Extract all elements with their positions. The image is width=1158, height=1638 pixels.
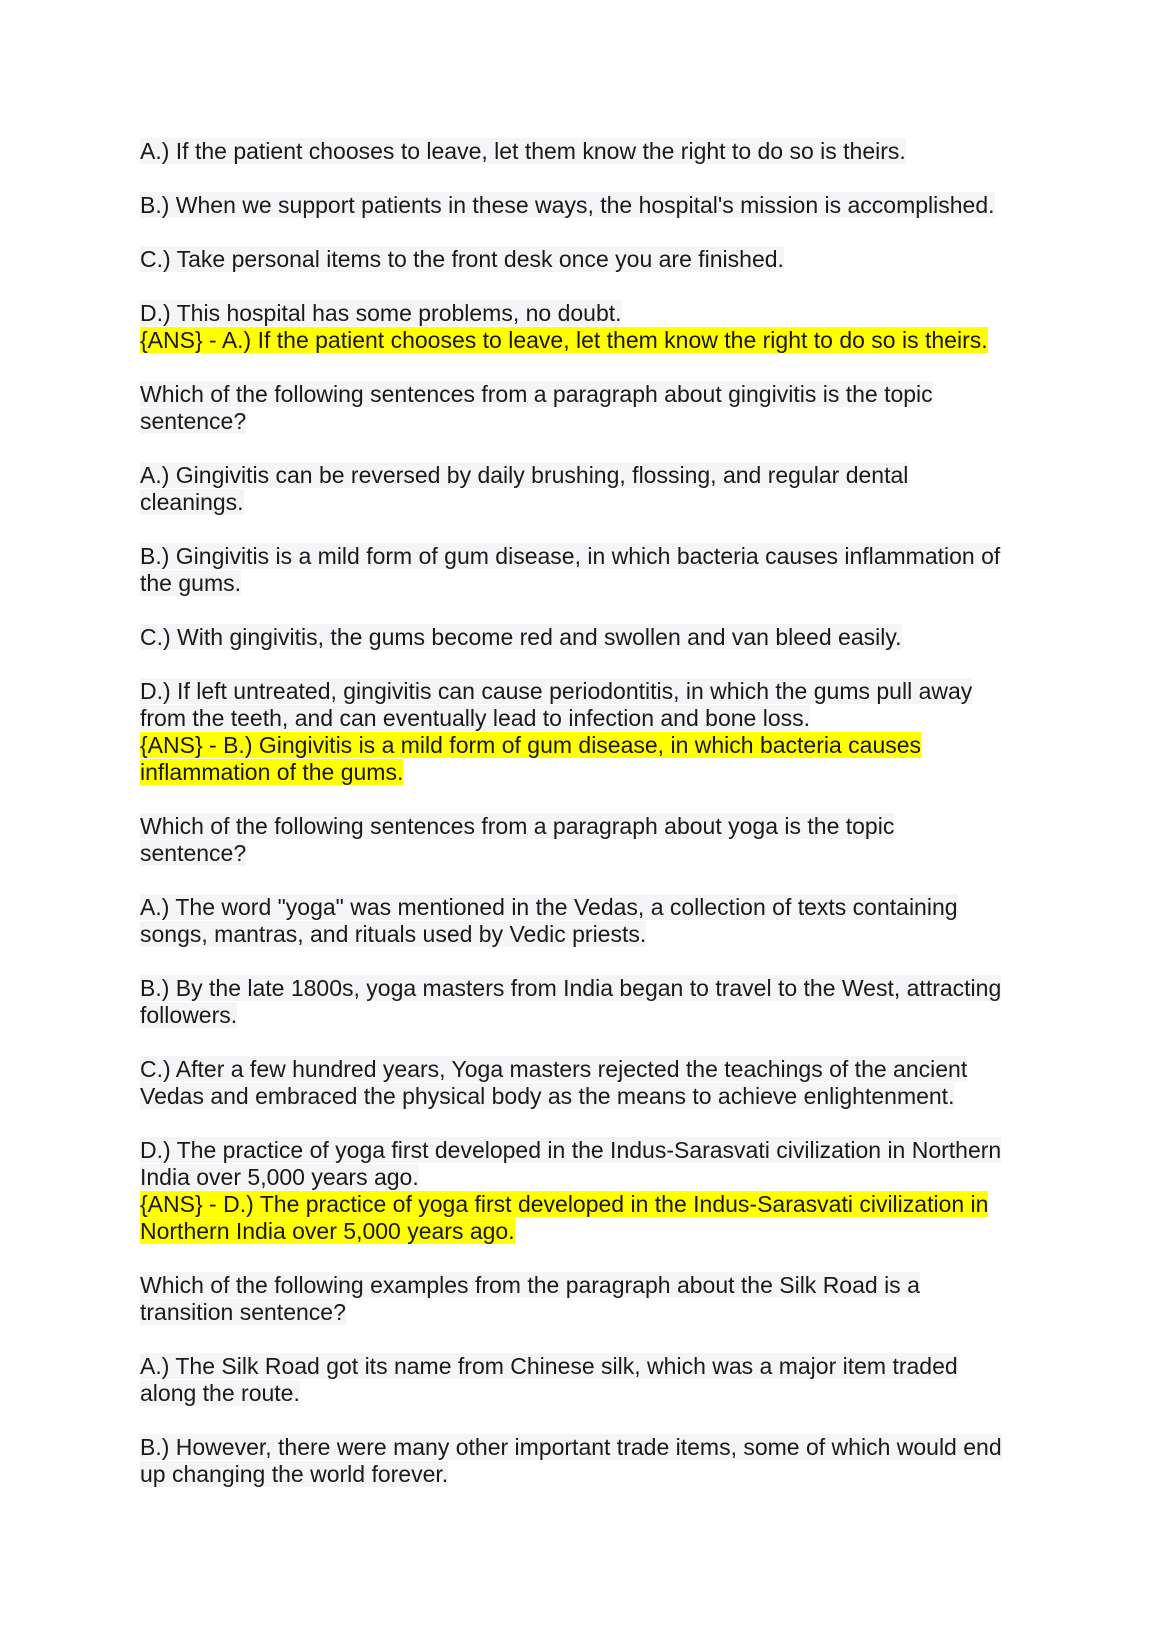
text-line-content: A.) Gingivitis can be reversed by daily brushing, flossing, and regular dental <box>140 462 909 488</box>
text-line-content: transition sentence? <box>140 1299 346 1325</box>
text-line <box>140 1434 1040 1461</box>
text-line-content: A.) The Silk Road got its name from Chinese silk, which was a major item traded <box>140 1353 958 1379</box>
text-line <box>140 570 1040 597</box>
text-line <box>140 840 1040 867</box>
text-line <box>140 489 1040 516</box>
answer-option <box>140 543 1040 597</box>
answer-option <box>140 1434 1040 1488</box>
text-line-content: D.) If left untreated, gingivitis can cause periodontitis, in which the gums pull away <box>140 678 973 704</box>
text-line <box>140 327 1040 354</box>
answer-option <box>140 300 1040 327</box>
answer-option <box>140 894 1040 948</box>
text-line-content: followers. <box>140 1002 238 1028</box>
text-line <box>140 1191 1040 1218</box>
text-line <box>140 138 1040 165</box>
text-line-content: B.) However, there were many other important trade items, some of which would end <box>140 1434 1002 1460</box>
text-line-content: C.) With gingivitis, the gums become red and swollen and van bleed easily. <box>140 624 902 650</box>
text-line <box>140 192 1040 219</box>
text-line <box>140 624 1040 651</box>
text-line <box>140 1353 1040 1380</box>
text-line-content: along the route. <box>140 1380 300 1406</box>
answer-option <box>140 678 1040 732</box>
answer-option <box>140 975 1040 1029</box>
text-line <box>140 543 1040 570</box>
text-line-content: up changing the world forever. <box>140 1461 449 1487</box>
text-line-content: the gums. <box>140 570 241 596</box>
text-line-content: A.) The word "yoga" was mentioned in the Vedas, a collection of texts containing <box>140 894 958 920</box>
text-line-content: D.) This hospital has some problems, no doubt. <box>140 300 622 326</box>
document-page <box>140 138 1040 1488</box>
answer-key <box>140 327 1040 354</box>
text-line <box>140 813 1040 840</box>
text-line <box>140 1137 1040 1164</box>
answer-option <box>140 462 1040 516</box>
answer-option <box>140 138 1040 165</box>
text-line <box>140 1002 1040 1029</box>
text-line <box>140 1083 1040 1110</box>
text-line-content: inflammation of the gums. <box>140 759 404 785</box>
text-line <box>140 921 1040 948</box>
text-line-content: Which of the following examples from the paragraph about the Silk Road is a <box>140 1272 920 1298</box>
text-line <box>140 732 1040 759</box>
text-line <box>140 759 1040 786</box>
text-line-content: {ANS} - D.) The practice of yoga first developed in the Indus-Sarasvati civilization in <box>140 1191 989 1217</box>
text-line <box>140 1380 1040 1407</box>
text-line-content: Northern India over 5,000 years ago. <box>140 1218 515 1244</box>
text-line <box>140 1299 1040 1326</box>
text-line <box>140 975 1040 1002</box>
answer-option <box>140 624 1040 651</box>
text-line <box>140 1218 1040 1245</box>
text-line <box>140 462 1040 489</box>
text-line-content: B.) When we support patients in these ways, the hospital's mission is accomplished. <box>140 192 995 218</box>
text-line-content: C.) Take personal items to the front desk once you are finished. <box>140 246 784 272</box>
answer-option <box>140 1056 1040 1110</box>
answer-option <box>140 192 1040 219</box>
text-line <box>140 678 1040 705</box>
answer-option <box>140 1353 1040 1407</box>
question-text <box>140 381 1040 435</box>
text-line-content: cleanings. <box>140 489 244 515</box>
answer-key <box>140 1191 1040 1245</box>
text-line-content: B.) Gingivitis is a mild form of gum disease, in which bacteria causes inflammation of <box>140 543 1001 569</box>
text-line-content: Vedas and embraced the physical body as the means to achieve enlightenment. <box>140 1083 955 1109</box>
text-line-content: {ANS} - B.) Gingivitis is a mild form of gum disease, in which bacteria causes <box>140 732 922 758</box>
text-line-content: {ANS} - A.) If the patient chooses to leave, let them know the right to do so is theirs. <box>140 327 988 353</box>
answer-option <box>140 1137 1040 1191</box>
text-line-content: Which of the following sentences from a paragraph about gingivitis is the topic <box>140 381 933 407</box>
text-line-content: C.) After a few hundred years, Yoga masters rejected the teachings of the ancient <box>140 1056 968 1082</box>
text-line-content: B.) By the late 1800s, yoga masters from India began to travel to the West, attracting <box>140 975 1002 1001</box>
text-line <box>140 1461 1040 1488</box>
question-text <box>140 813 1040 867</box>
text-line-content: sentence? <box>140 840 247 866</box>
text-line <box>140 705 1040 732</box>
question-text <box>140 1272 1040 1326</box>
text-line <box>140 1056 1040 1083</box>
text-line-content: A.) If the patient chooses to leave, let them know the right to do so is theirs. <box>140 138 906 164</box>
text-line <box>140 408 1040 435</box>
text-line <box>140 1164 1040 1191</box>
text-line-content: Which of the following sentences from a paragraph about yoga is the topic <box>140 813 895 839</box>
text-line-content: songs, mantras, and rituals used by Vedic priests. <box>140 921 647 947</box>
text-line <box>140 381 1040 408</box>
text-line <box>140 1272 1040 1299</box>
text-line-content: from the teeth, and can eventually lead to infection and bone loss. <box>140 705 810 731</box>
text-line-content: sentence? <box>140 408 247 434</box>
answer-key <box>140 732 1040 786</box>
text-line-content: India over 5,000 years ago. <box>140 1164 419 1190</box>
text-line <box>140 300 1040 327</box>
answer-option <box>140 246 1040 273</box>
text-line <box>140 246 1040 273</box>
text-line <box>140 894 1040 921</box>
text-line-content: D.) The practice of yoga first developed in the Indus-Sarasvati civilization in Northern <box>140 1137 1002 1163</box>
